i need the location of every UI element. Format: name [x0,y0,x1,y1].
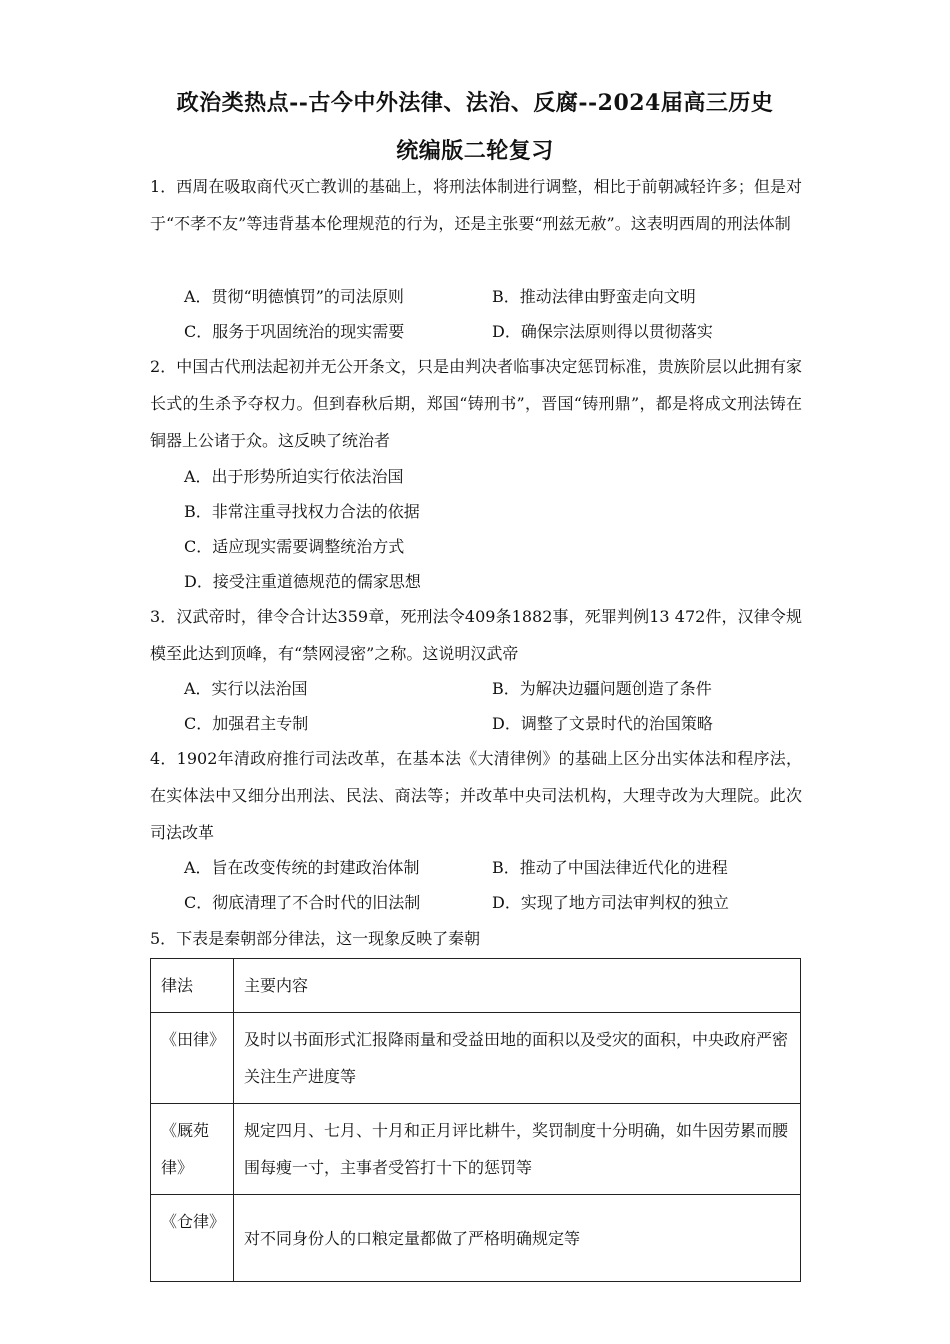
question-2-option-b[interactable]: B．非常注重寻找权力合法的依据 [184,502,420,521]
title-line-2: 统编版二轮复习 [396,138,554,164]
table-header-content: 主要内容 [234,959,801,1013]
question-4-option-c[interactable]: C．彻底清理了不合时代的旧法制 [184,893,421,912]
question-1-option-d[interactable]: D．确保宗法原则得以贯彻落实 [492,322,713,341]
table-cell-content: 对不同身份人的口粮定量都做了严格明确规定等 [234,1195,801,1282]
question-3-stem: 3．汉武帝时，律令合计达359章，死刑法令409条1882事，死罪判例13 472件，汉律令规模至此达到顶峰，有“禁网浸密”之称。这说明汉武帝 [150,607,802,663]
question-1-option-b[interactable]: B．推动法律由野蛮走向文明 [492,287,696,306]
table-header-row [151,959,801,1013]
question-4-stem: 4．1902年清政府推行司法改革，在基本法《大清律例》的基础上区分出实体法和程序法，在实体法中又细分出刑法、民法、商法等；并改革中央司法机构，大理寺改为大理院。此次司法改革 [150,749,802,842]
question-1-option-a[interactable]: A．贯彻“明德慎罚”的司法原则 [184,287,404,306]
table-cell-law: 《厩苑律》 [151,1104,234,1195]
question-4-option-b[interactable]: B．推动了中国法律近代化的进程 [492,858,728,877]
question-3-option-d[interactable]: D．调整了文景时代的治国策略 [492,714,713,733]
table-cell-content: 规定四月、七月、十月和正月评比耕牛，奖罚制度十分明确，如牛因劳累而腰围每瘦一寸，主事者受笞打十下的惩罚等 [234,1104,801,1195]
question-2-option-c[interactable]: C．适应现实需要调整统治方式 [184,537,405,556]
table-cell-law: 《仓律》 [151,1195,234,1282]
question-2-option-a[interactable]: A．出于形势所迫实行依法治国 [184,467,404,486]
table-row [151,1013,801,1104]
question-1-option-c[interactable]: C．服务于巩固统治的现实需要 [184,322,405,341]
question-4-option-a[interactable]: A．旨在改变传统的封建政治体制 [184,858,420,877]
question-1-stem: 1．西周在吸取商代灭亡教训的基础上，将刑法体制进行调整，相比于前朝减轻许多；但是对于“不孝不友”等违背基本伦理规范的行为，还是主张要“刑兹无赦”。这表明西周的刑法体制 [150,177,802,233]
table-cell-content: 及时以书面形式汇报降雨量和受益田地的面积以及受灾的面积，中央政府严密关注生产进度等 [234,1013,801,1104]
question-3-option-a[interactable]: A．实行以法治国 [184,679,308,698]
question-2-option-d[interactable]: D．接受注重道德规范的儒家思想 [184,572,421,591]
title-line-1: 政治类热点--古今中外法律、法治、反腐--2024届高三历史 [176,90,774,116]
question-4-option-d[interactable]: D．实现了地方司法审判权的独立 [492,893,729,912]
question-3-option-b[interactable]: B．为解决边疆问题创造了条件 [492,679,712,698]
question-2-stem: 2．中国古代刑法起初并无公开条文，只是由判决者临事决定惩罚标准，贵族阶层以此拥有家长式的生杀予夺权力。但到春秋后期，郑国“铸刑书”，晋国“铸刑鼎”，都是将成文刑法铸在铜器上公诸于众。这反映了统治者 [150,357,802,450]
table-header-law: 律法 [151,959,234,1013]
qin-law-table [150,958,801,1282]
table-cell-law: 《田律》 [151,1013,234,1104]
table-row [151,1104,801,1195]
question-5-stem: 5．下表是秦朝部分律法，这一现象反映了秦朝 [150,929,481,948]
question-3-option-c[interactable]: C．加强君主专制 [184,714,309,733]
table-row [151,1195,801,1282]
